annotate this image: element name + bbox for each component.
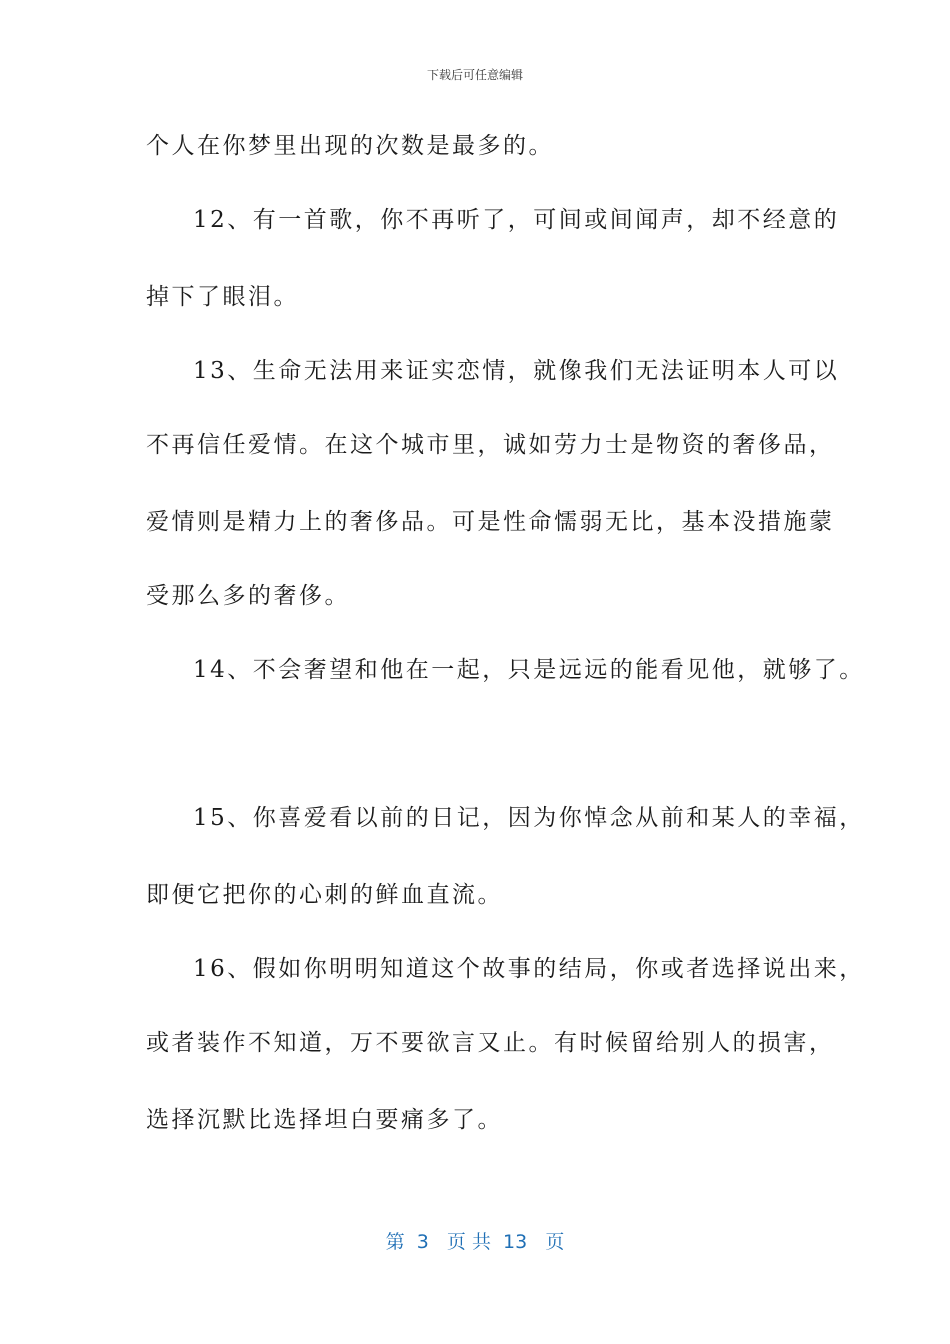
text-line: 13、生命无法用来证实恋情，就像我们无法证明本人可以 [193,358,840,384]
page-number: 第 3 页 共 13 页 [385,1231,565,1253]
text-line: 即便它把你的心刺的鲜血直流。 [146,882,503,908]
text-line: 选择沉默比选择坦白要痛多了。 [146,1107,503,1133]
text-line: 12、有一首歌，你不再听了，可间或间闻声，却不经意的 [193,207,840,233]
text-line: 或者装作不知道，万不要欲言又止。有时候留给别人的损害， [146,1030,835,1056]
text-line: 14、不会奢望和他在一起，只是远远的能看见他，就够了。 [193,657,865,683]
text-line: 爱情则是精力上的奢侈品。可是性命懦弱无比，基本没措施蒙 [146,509,835,535]
header-note: 下载后可任意编辑 [426,68,523,82]
text-line: 16、假如你明明知道这个故事的结局，你或者选择说出来， [193,956,865,982]
text-line: 个人在你梦里出现的次数是最多的。 [146,133,554,159]
text-line: 不再信任爱情。在这个城市里，诚如劳力士是物资的奢侈品， [146,432,835,458]
text-line: 受那么多的奢侈。 [146,583,350,609]
text-line: 掉下了眼泪。 [146,284,299,310]
text-line: 15、你喜爱看以前的日记，因为你悼念从前和某人的幸福， [193,805,865,831]
